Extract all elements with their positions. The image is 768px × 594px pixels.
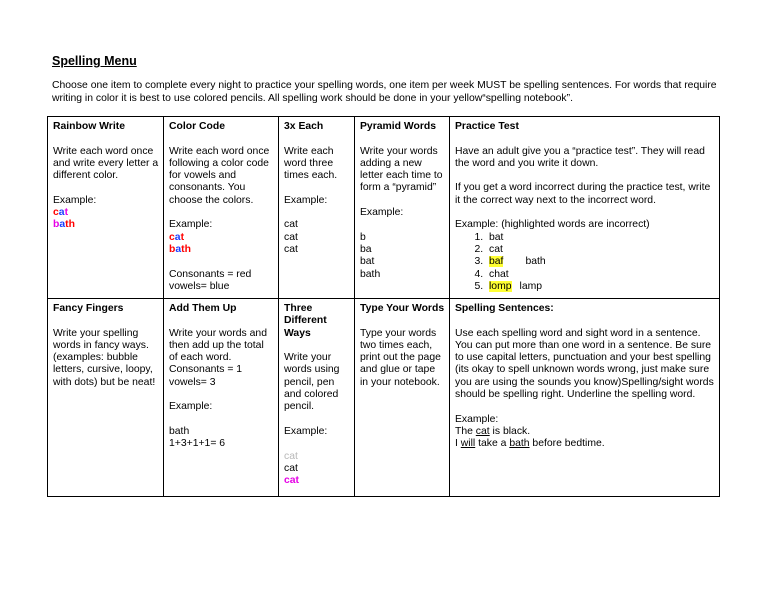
cell-body: Write your words using pencil, pen and colored pencil. <box>284 352 340 413</box>
incorrect-word: baf <box>489 256 504 268</box>
cell-heading: Three Different Ways <box>284 303 327 339</box>
example-word-cat <box>169 232 274 244</box>
example-label: Example: <box>284 425 328 437</box>
letter: a <box>174 231 181 243</box>
example-word: cat <box>284 219 298 231</box>
example-word: cat <box>284 243 298 255</box>
list-item <box>486 256 715 268</box>
test-word: bat <box>489 231 504 243</box>
cell-body: Use each spelling word and sight word in a sentence. You can put more than one word in a sentence. Be sure to use capital letters, punctuation and your best spelling (its okay to spell unknown words wrong, just make sure you are using the sounds you know)Spelling/sight words should be spelling right. Underline the spelling word. <box>455 327 714 401</box>
example-word-pen: cat <box>284 462 298 474</box>
letter: t <box>180 231 185 243</box>
letter: a <box>59 219 66 231</box>
underlined-word: cat <box>475 425 490 437</box>
corrected-word: lamp <box>519 280 543 292</box>
letter: a <box>175 243 182 255</box>
example-word-bath <box>53 219 159 231</box>
example-label: Example: <box>53 194 97 206</box>
letter: t <box>64 207 69 219</box>
cell-fancy-fingers <box>48 299 164 497</box>
example-label: Example: <box>284 194 328 206</box>
pyramid-line: b <box>360 231 366 243</box>
cell-3x-each <box>279 117 355 299</box>
corrected-word: bath <box>525 256 546 268</box>
example-word-bath <box>169 244 274 256</box>
example-word-cat <box>53 207 159 219</box>
sentence-text: is black. <box>489 425 531 437</box>
intro-paragraph: Choose one item to complete every night to practice your spelling words, one item per week MUST be spelling sentences. For words that require writing in color it is best to use colored pencils. All spelling work should be done in your yellow“spelling notebook”. <box>52 80 717 104</box>
example-label: Example: <box>455 413 499 425</box>
example-label: Example: <box>169 219 213 231</box>
test-word: cat <box>489 243 503 255</box>
sentence-text: The <box>455 425 476 437</box>
cell-heading: Rainbow Write <box>53 121 125 132</box>
list-item <box>486 232 715 244</box>
sentence-text: before bedtime. <box>529 438 605 450</box>
underlined-word: bath <box>509 438 530 450</box>
cell-rainbow-write <box>48 117 164 299</box>
cell-heading: Color Code <box>169 121 225 132</box>
example-label: Example: <box>360 207 404 219</box>
table-row <box>48 299 720 497</box>
test-word: chat <box>489 268 509 280</box>
example-word-colored-pencil: cat <box>284 475 300 487</box>
cell-spelling-sentences <box>450 299 720 497</box>
cell-three-different-ways <box>279 299 355 497</box>
cell-body: Write your spelling words in fancy ways. (examples: bubble letters, cursive, loopy, with dots) but be neat! <box>53 327 156 388</box>
example-sentence-2 <box>455 438 715 450</box>
cell-body: Type your words two times each, print out the page and glue or tape in your notebook. <box>360 327 441 388</box>
example-label: Example: (highlighted words are incorrect) <box>455 219 650 231</box>
cell-body: Write your words adding a new letter each time to form a “pyramid” <box>360 145 443 194</box>
list-item <box>486 269 715 281</box>
letter: c <box>53 207 59 219</box>
cell-body-2: If you get a word incorrect during the practice test, write it the correct way next to the incorrect word. <box>455 182 711 206</box>
letter: th <box>65 219 75 231</box>
list-item <box>486 281 715 293</box>
cell-add-them-up <box>164 299 279 497</box>
letter: th <box>181 243 191 255</box>
rule-vowels: vowels= blue <box>169 280 230 292</box>
rule-consonants: Consonants = red <box>169 268 252 280</box>
example-word: bath <box>169 425 190 437</box>
cell-body: Write your words and then add up the total of each word. Consonants = 1 vowels= 3 <box>169 327 267 388</box>
letter: b <box>53 219 60 231</box>
pyramid-line: ba <box>360 243 372 255</box>
cell-body: Have an adult give you a “practice test”. They will read the word and you write it down. <box>455 145 705 169</box>
cell-heading: Type Your Words <box>360 303 445 314</box>
cell-color-code <box>164 117 279 299</box>
sentence-text: take a <box>475 438 510 450</box>
cell-heading: Spelling Sentences: <box>455 303 554 314</box>
example-word-pencil: cat <box>284 450 298 462</box>
letter: a <box>58 207 65 219</box>
cell-practice-test <box>450 117 720 299</box>
cell-heading: Practice Test <box>455 121 519 132</box>
incorrect-word: lomp <box>489 280 512 292</box>
cell-body: Write each word once and write every letter a different color. <box>53 145 159 182</box>
cell-body: Write each word once following a color code for vowels and consonants. You choose the colors. <box>169 145 270 206</box>
cell-type-your-words <box>355 299 450 497</box>
cell-heading: Add Them Up <box>169 303 237 314</box>
example-sentence-1 <box>455 426 715 438</box>
table-row <box>48 117 720 299</box>
cell-heading: Fancy Fingers <box>53 303 124 314</box>
list-item <box>486 244 715 256</box>
page-title: Spelling Menu <box>52 54 137 68</box>
pyramid-line: bath <box>360 268 381 280</box>
cell-pyramid-words <box>355 117 450 299</box>
example-label: Example: <box>169 401 213 413</box>
practice-test-list <box>455 232 715 293</box>
example-word: cat <box>284 231 298 243</box>
underlined-word: will <box>460 438 476 450</box>
example-sum: 1+3+1+1= 6 <box>169 438 226 450</box>
cell-heading: 3x Each <box>284 121 324 132</box>
letter: c <box>169 231 175 243</box>
cell-body: Write each word three times each. <box>284 145 338 182</box>
pyramid-line: bat <box>360 256 375 268</box>
cell-heading: Pyramid Words <box>360 121 437 132</box>
spelling-menu-table <box>47 116 720 497</box>
sentence-text: I <box>455 438 461 450</box>
letter: b <box>169 243 176 255</box>
